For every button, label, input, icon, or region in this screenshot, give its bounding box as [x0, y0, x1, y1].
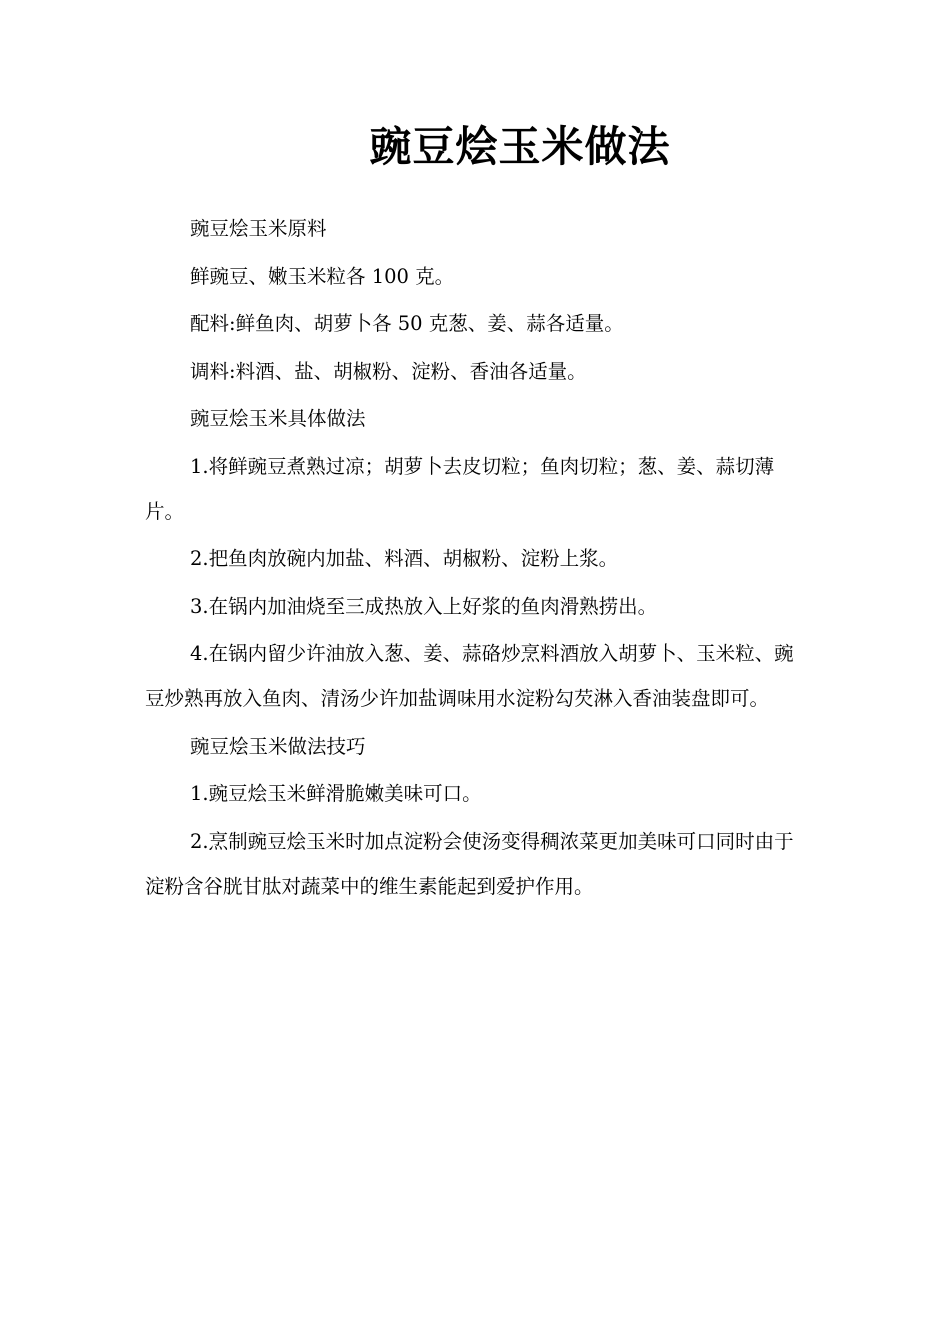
page-title: 豌豆烩玉米做法: [369, 122, 671, 171]
document-body: [145, 206, 809, 911]
step-4: 4.在锅内留少许油放入葱、姜、蒜硌炒烹料酒放入胡萝卜、玉米粒、豌豆炒熟再放入鱼肉、清汤少许加盐调味用水淀粉勾芡淋入香油装盘即可。: [145, 642, 794, 710]
paragraph-side-ingredients: 配料:鲜鱼肉、胡萝卜各 50 克葱、姜、蒜各适量。: [190, 312, 624, 335]
tip-2: 2.烹制豌豆烩玉米时加点淀粉会使汤变得稠浓菜更加美味可口同时由于淀粉含谷胱甘肽对蔬菜中的维生素能起到爱护作用。: [145, 829, 794, 898]
section-heading-method: 豌豆烩玉米具体做法: [190, 407, 366, 430]
step-3: 3.在锅内加油烧至三成热放入上好浆的鱼肉滑熟捞出。: [190, 594, 658, 618]
tip-1: 1.豌豆烩玉米鲜滑脆嫩美味可口。: [190, 782, 482, 805]
step-1: 1.将鲜豌豆煮熟过凉；胡萝卜去皮切粒；鱼肉切粒；葱、姜、蒜切薄片。: [145, 454, 775, 523]
section-heading-tips: 豌豆烩玉米做法技巧: [190, 734, 366, 758]
section-heading-ingredients: 豌豆烩玉米原料: [190, 217, 327, 240]
step-2: 2.把鱼肉放碗内加盐、料酒、胡椒粉、淀粉上浆。: [190, 547, 619, 570]
paragraph-seasonings: 调料:料酒、盐、胡椒粉、淀粉、香油各适量。: [190, 359, 587, 383]
paragraph-main-ingredients: 鲜豌豆、嫩玉米粒各 100 克。: [190, 264, 455, 288]
